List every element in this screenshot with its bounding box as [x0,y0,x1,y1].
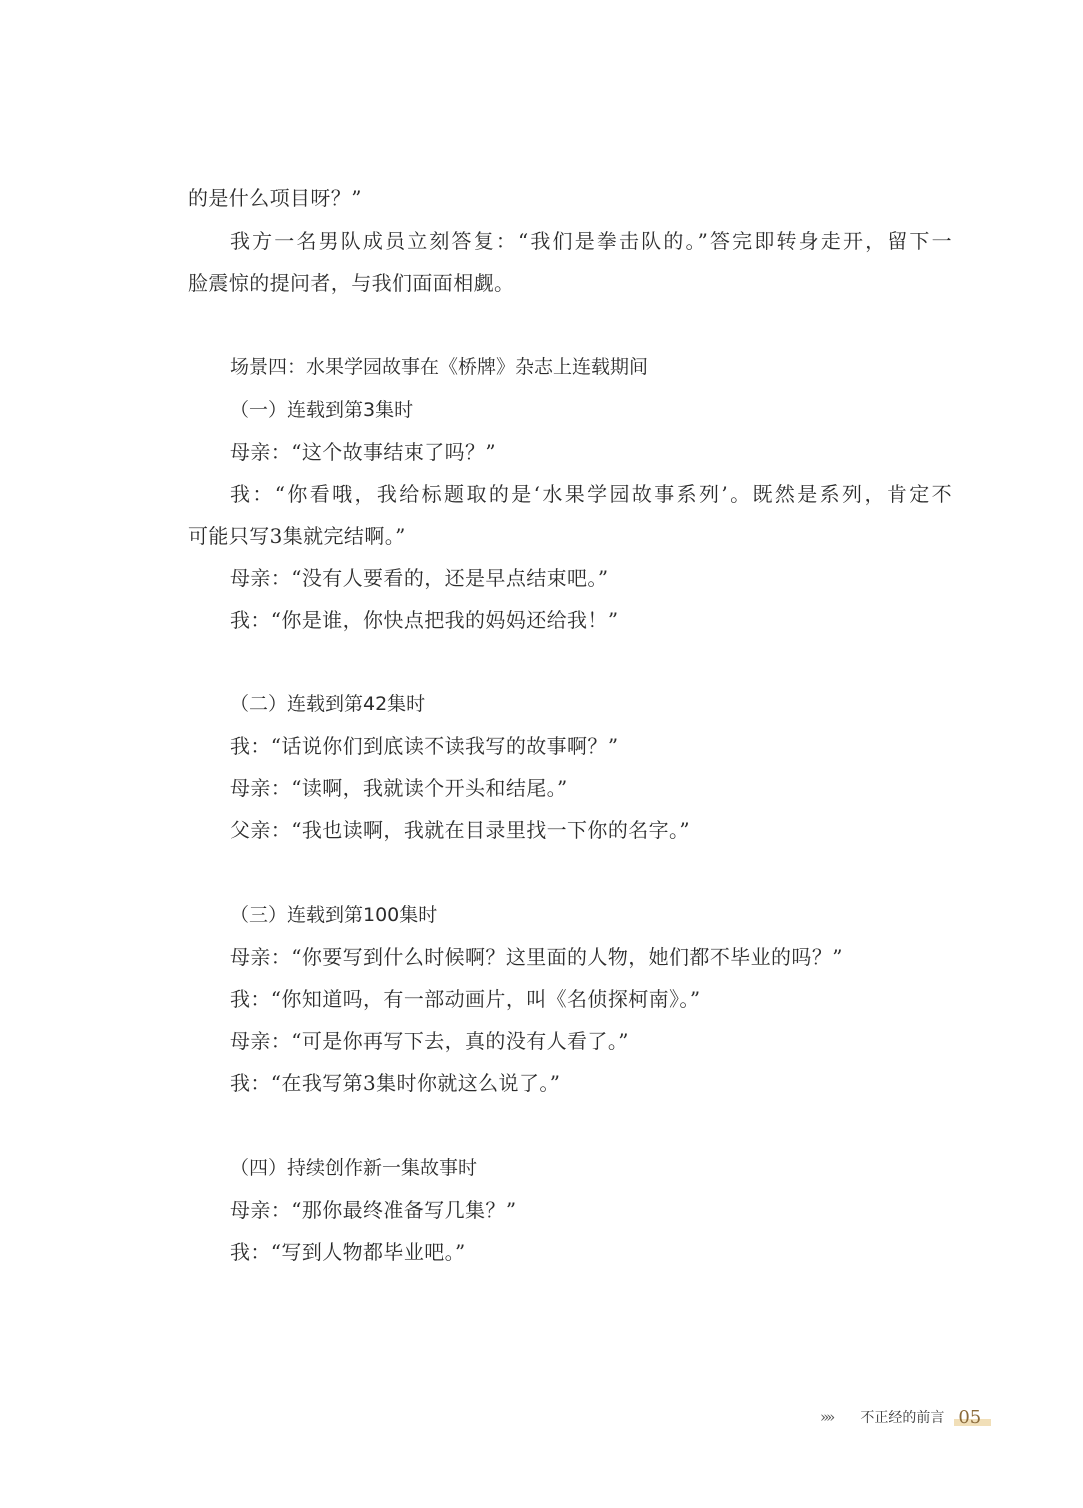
section-heading: （二）连载到第42集时 [230,693,426,715]
dialogue-line: 母亲：“读啊，我就读个开头和结尾。” [230,776,568,800]
dialogue-line: 父亲：“我也读啊，我就在目录里找一下你的名字。” [230,818,691,842]
chapter-title: 不正经的前言 [860,1410,945,1426]
dialogue-line: 可能只写3集就完结啊。” [188,524,406,548]
page-number [954,1407,985,1428]
dialogue-line: 我：“你看哦，我给标题取的是‘水果学园故事系列’。既然是系列，肯定不 [230,482,952,506]
page-number-text: 05 [958,1406,982,1428]
dialogue-line: 母亲：“可是你再写下去，真的没有人看了。” [230,1029,629,1053]
page-footer [820,1402,985,1432]
dialogue-line: 母亲：“没有人要看的，还是早点结束吧。” [230,566,609,590]
section-heading: （一）连载到第3集时 [230,399,414,421]
double-chevron-right-icon: »» [820,1408,833,1426]
dialogue-line: 母亲：“那你最终准备写几集？” [230,1198,517,1222]
dialogue-line: 我：“你知道吗，有一部动画片，叫《名侦探柯南》。” [230,987,701,1011]
paragraph-line: 的是什么项目呀？” [188,186,362,210]
dialogue-line: 母亲：“这个故事结束了吗？” [230,440,497,464]
paragraph-line: 脸震惊的提问者，与我们面面相觑。 [188,271,515,295]
dialogue-line: 我：“写到人物都毕业吧。” [230,1240,466,1264]
section-heading: （三）连载到第100集时 [230,904,438,926]
scene-heading: 场景四：水果学园故事在《桥牌》杂志上连载期间 [230,356,649,378]
paragraph-line: 我方一名男队成员立刻答复：“我们是拳击队的。”答完即转身走开，留下一 [230,229,952,253]
dialogue-line: 我：“在我写第3集时你就这么说了。” [230,1071,561,1095]
dialogue-line: 我：“话说你们到底读不读我写的故事啊？” [230,734,619,758]
section-heading: （四）持续创作新一集故事时 [230,1157,478,1179]
dialogue-line: 我：“你是谁，你快点把我的妈妈还给我！” [230,608,619,632]
dialogue-line: 母亲：“你要写到什么时候啊？这里面的人物，她们都不毕业的吗？” [230,945,843,969]
